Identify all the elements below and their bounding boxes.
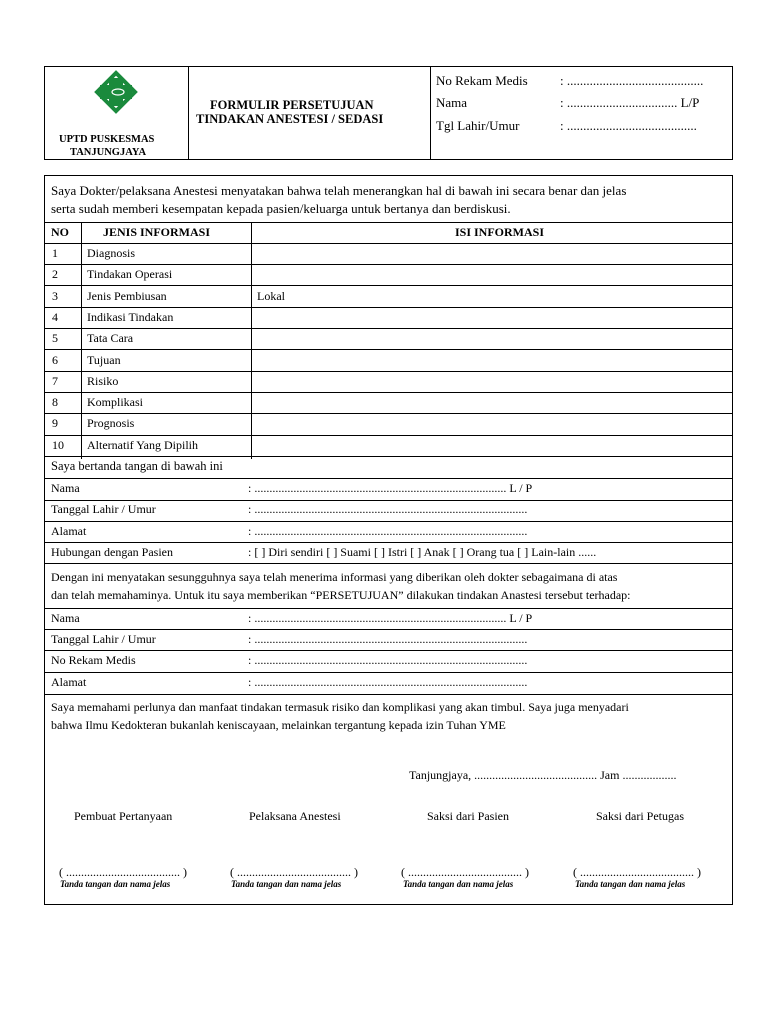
signature-line[interactable]: ( ...................................... ) <box>230 865 358 879</box>
row-jenis: Tata Cara <box>87 331 134 345</box>
consent-form <box>44 175 733 905</box>
signer-label: Nama <box>51 481 80 495</box>
signer-heading: Saya bertanda tangan di bawah ini <box>51 459 223 473</box>
row-number: 9 <box>52 416 58 430</box>
signature-line[interactable]: ( ...................................... ) <box>59 865 187 879</box>
intro-text: Saya Dokter/pelaksana Anestesi menyatakan bahwa telah menerangkan hal di bawah ini secara benar dan jelas <box>51 183 627 198</box>
intro-text: serta sudah memberi kesempatan kepada pasien/keluarga untuk bertanya dan berdiskusi. <box>51 201 511 216</box>
closing-text: Saya memahami perlunya dan manfaat tindakan termasuk risiko dan komplikasi yang akan timbul. Saya juga menyadari <box>51 700 629 714</box>
row-jenis: Tindakan Operasi <box>87 267 173 281</box>
signature-role: Saksi dari Pasien <box>427 809 509 823</box>
row-jenis: Jenis Pembiusan <box>87 289 167 303</box>
row-number: 6 <box>52 353 58 367</box>
patient-label: Alamat <box>51 675 87 689</box>
signature-line[interactable]: ( ...................................... ) <box>573 865 701 879</box>
patient-value[interactable]: : .................................................................................... L / P <box>248 611 533 625</box>
form-title-line2: TINDAKAN ANESTESI / SEDASI <box>196 112 384 126</box>
header-field-value[interactable]: : ........................................ <box>560 118 697 133</box>
puskesmas-logo-icon <box>87 69 145 115</box>
row-number: 7 <box>52 374 58 388</box>
closing-text: bahwa Ilmu Kedokteran bukanlah keniscayaan, melainkan tergantung kepada izin Tuhan YME <box>51 718 506 732</box>
patient-value[interactable]: : ........................................................................................... <box>248 632 528 646</box>
consent-text: Dengan ini menyatakan sesungguhnya saya telah menerima informasi yang diberikan oleh dokter sebagaimana di atas <box>51 570 618 584</box>
row-number: 4 <box>52 310 58 324</box>
col-header-no: NO <box>51 225 69 239</box>
row-jenis: Prognosis <box>87 416 135 430</box>
header-field-value[interactable]: : .................................. L/P <box>560 95 700 110</box>
signature-line[interactable]: ( ...................................... ) <box>401 865 529 879</box>
row-jenis: Diagnosis <box>87 246 135 260</box>
row-number: 5 <box>52 331 58 345</box>
signer-value[interactable]: : ........................................................................................... <box>248 524 528 538</box>
signer-label: Hubungan dengan Pasien <box>51 545 173 559</box>
patient-label: Nama <box>51 611 80 625</box>
row-number: 3 <box>52 289 58 303</box>
row-number: 10 <box>52 438 64 452</box>
patient-value[interactable]: : ........................................................................................... <box>248 653 528 667</box>
form-header <box>44 66 733 160</box>
place-date-time[interactable]: Tanjungjaya, ......................................... Jam .................. <box>409 768 677 782</box>
signature-role: Saksi dari Petugas <box>596 809 684 823</box>
row-jenis: Komplikasi <box>87 395 143 409</box>
patient-label: No Rekam Medis <box>51 653 136 667</box>
signer-value[interactable]: : ........................................................................................... <box>248 502 528 516</box>
header-field-label: No Rekam Medis <box>436 73 528 88</box>
row-number: 2 <box>52 267 58 281</box>
col-header-isi: ISI INFORMASI <box>455 225 545 239</box>
row-jenis: Indikasi Tindakan <box>87 310 174 324</box>
row-number: 8 <box>52 395 58 409</box>
signature-caption: Tanda tangan dan nama jelas <box>575 879 686 889</box>
row-number: 1 <box>52 246 58 260</box>
signature-role: Pelaksana Anestesi <box>249 809 341 823</box>
patient-value[interactable]: : ........................................................................................... <box>248 675 528 689</box>
row-isi[interactable]: Lokal <box>257 289 285 303</box>
signer-value[interactable]: : .................................................................................... L / P <box>248 481 533 495</box>
patient-label: Tanggal Lahir / Umur <box>51 632 156 646</box>
signature-caption: Tanda tangan dan nama jelas <box>231 879 342 889</box>
signer-label: Tanggal Lahir / Umur <box>51 502 156 516</box>
signature-role: Pembuat Pertanyaan <box>74 809 173 823</box>
signature-caption: Tanda tangan dan nama jelas <box>60 879 171 889</box>
form-title-line1: FORMULIR PERSETUJUAN <box>210 98 374 112</box>
header-field-value[interactable]: : .......................................... <box>560 73 704 88</box>
signer-label: Alamat <box>51 524 87 538</box>
row-jenis: Risiko <box>87 374 119 388</box>
header-field-label: Tgl Lahir/Umur <box>436 118 520 133</box>
org-name-line1: UPTD PUSKESMAS <box>59 134 155 145</box>
row-jenis: Alternatif Yang Dipilih <box>87 438 198 452</box>
org-name-line2: TANJUNGJAYA <box>70 147 147 158</box>
signature-caption: Tanda tangan dan nama jelas <box>403 879 514 889</box>
relationship-options[interactable]: : [ ] Diri sendiri [ ] Suami [ ] Istri [ ] Anak [ ] Orang tua [ ] Lain-lain ...... <box>248 545 597 559</box>
consent-text: dan telah memahaminya. Untuk itu saya memberikan “PERSETUJUAN” dilakukan tindakan Anastesi tersebut terhadap: <box>51 588 631 602</box>
col-header-jenis: JENIS INFORMASI <box>103 225 211 239</box>
row-jenis: Tujuan <box>87 353 121 367</box>
header-field-label: Nama <box>436 95 468 110</box>
